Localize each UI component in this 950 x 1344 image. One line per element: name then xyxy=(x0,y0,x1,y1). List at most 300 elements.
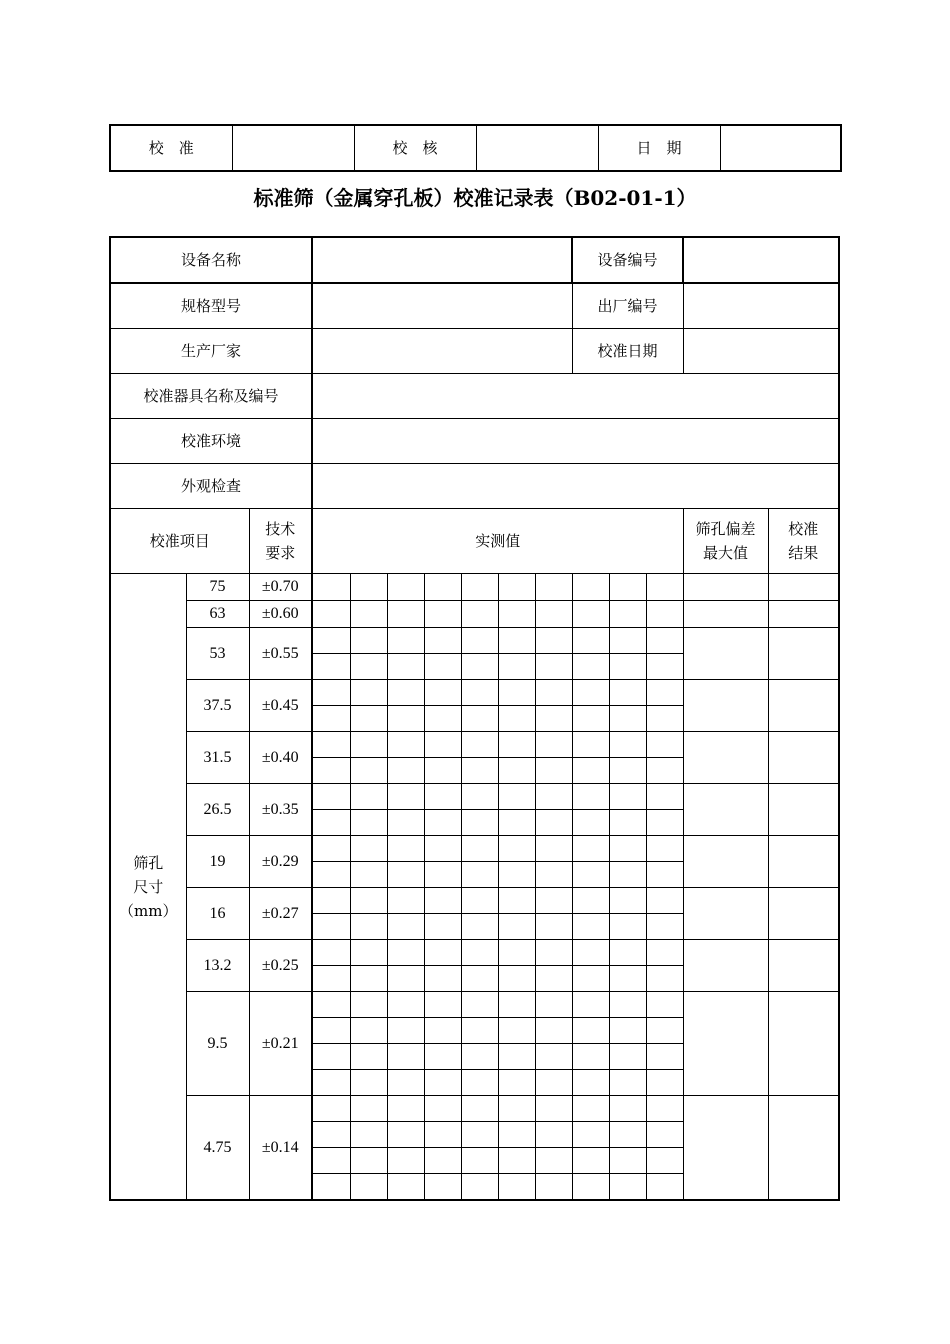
measured-value-cell[interactable] xyxy=(424,758,461,784)
measured-value-cell[interactable] xyxy=(350,680,387,706)
measured-value-cell[interactable] xyxy=(312,601,350,628)
measured-value-cell[interactable] xyxy=(646,601,683,628)
measured-value-cell[interactable] xyxy=(424,654,461,680)
measured-value-cell[interactable] xyxy=(572,966,609,992)
measured-value-cell[interactable] xyxy=(609,1018,646,1044)
measured-value-cell[interactable] xyxy=(609,1174,646,1201)
measured-value-cell[interactable] xyxy=(535,836,572,862)
measured-value-cell[interactable] xyxy=(572,1122,609,1148)
environment-field[interactable] xyxy=(312,419,839,464)
measured-value-cell[interactable] xyxy=(350,1070,387,1096)
measured-value-cell[interactable] xyxy=(424,810,461,836)
measured-value-cell[interactable] xyxy=(646,992,683,1018)
measured-value-cell[interactable] xyxy=(312,654,350,680)
measured-value-cell[interactable] xyxy=(498,810,535,836)
measured-value-cell[interactable] xyxy=(424,992,461,1018)
measured-value-cell[interactable] xyxy=(646,732,683,758)
measured-value-cell[interactable] xyxy=(424,628,461,654)
measured-value-cell[interactable] xyxy=(387,862,424,888)
measured-value-cell[interactable] xyxy=(609,1148,646,1174)
measured-value-cell[interactable] xyxy=(424,601,461,628)
measured-value-cell[interactable] xyxy=(424,680,461,706)
factory-number-label: 出厂编号 xyxy=(572,283,683,329)
measured-value-cell[interactable] xyxy=(350,1044,387,1070)
max-deviation-cell[interactable] xyxy=(683,1096,768,1201)
measured-value-cell[interactable] xyxy=(350,574,387,601)
measured-value-cell[interactable] xyxy=(424,1096,461,1122)
measured-value-cell[interactable] xyxy=(498,1070,535,1096)
measured-value-cell[interactable] xyxy=(646,940,683,966)
measured-value-cell[interactable] xyxy=(387,1174,424,1201)
measured-value-cell[interactable] xyxy=(312,914,350,940)
measured-value-cell[interactable] xyxy=(572,940,609,966)
measured-value-cell[interactable] xyxy=(646,966,683,992)
measured-value-cell[interactable] xyxy=(572,628,609,654)
measured-value-cell[interactable] xyxy=(498,1148,535,1174)
measured-value-cell[interactable] xyxy=(461,601,498,628)
measured-value-cell[interactable] xyxy=(350,888,387,914)
measured-value-cell[interactable] xyxy=(498,1122,535,1148)
measured-value-cell[interactable] xyxy=(535,706,572,732)
aperture-size-group-label-line1: 筛孔 xyxy=(133,853,164,872)
measured-value-cell[interactable] xyxy=(535,966,572,992)
measured-value-cell[interactable] xyxy=(350,862,387,888)
measured-value-cell[interactable] xyxy=(535,888,572,914)
measured-value-cell[interactable] xyxy=(498,654,535,680)
measured-value-cell[interactable] xyxy=(572,914,609,940)
measured-value-cell[interactable] xyxy=(424,1018,461,1044)
measured-value-cell[interactable] xyxy=(609,574,646,601)
measured-value-cell[interactable] xyxy=(535,862,572,888)
measured-value-cell[interactable] xyxy=(387,1044,424,1070)
measured-value-cell[interactable] xyxy=(572,1096,609,1122)
measured-value-cell[interactable] xyxy=(535,680,572,706)
measured-value-cell[interactable] xyxy=(424,966,461,992)
measured-value-cell[interactable] xyxy=(312,680,350,706)
measured-value-cell[interactable] xyxy=(535,1018,572,1044)
spec-model-field[interactable] xyxy=(312,283,572,329)
measured-value-cell[interactable] xyxy=(572,862,609,888)
measured-value-cell[interactable] xyxy=(646,654,683,680)
measured-value-cell[interactable] xyxy=(498,758,535,784)
measured-value-cell[interactable] xyxy=(609,914,646,940)
max-deviation-cell[interactable] xyxy=(683,601,768,628)
measured-value-cell[interactable] xyxy=(609,654,646,680)
measured-value-cell[interactable] xyxy=(646,810,683,836)
measured-value-cell[interactable] xyxy=(572,810,609,836)
measured-value-cell[interactable] xyxy=(461,940,498,966)
measured-value-cell[interactable] xyxy=(312,784,350,810)
measured-value-cell[interactable] xyxy=(646,574,683,601)
max-deviation-cell[interactable] xyxy=(683,940,768,992)
measured-value-cell[interactable] xyxy=(646,628,683,654)
measured-value-cell[interactable] xyxy=(535,784,572,810)
measured-value-cell[interactable] xyxy=(535,601,572,628)
measured-value-cell[interactable] xyxy=(424,940,461,966)
measured-value-cell[interactable] xyxy=(461,810,498,836)
measured-value-cell[interactable] xyxy=(387,836,424,862)
measured-value-cell[interactable] xyxy=(461,862,498,888)
measured-value-cell[interactable] xyxy=(387,940,424,966)
measured-value-cell[interactable] xyxy=(609,732,646,758)
measured-value-cell[interactable] xyxy=(424,1044,461,1070)
measured-value-cell[interactable] xyxy=(572,1018,609,1044)
measured-value-cell[interactable] xyxy=(609,601,646,628)
result-cell[interactable] xyxy=(768,574,839,601)
result-cell[interactable] xyxy=(768,1096,839,1201)
measured-value-cell[interactable] xyxy=(535,628,572,654)
measured-value-cell[interactable] xyxy=(424,914,461,940)
tech-req-header xyxy=(249,509,312,574)
measured-value-cell[interactable] xyxy=(461,914,498,940)
measured-value-cell[interactable] xyxy=(535,1148,572,1174)
measured-value-cell[interactable] xyxy=(498,888,535,914)
measurement-row xyxy=(110,732,839,758)
measured-value-cell[interactable] xyxy=(498,940,535,966)
measured-value-cell[interactable] xyxy=(461,888,498,914)
measured-value-cell[interactable] xyxy=(350,628,387,654)
environment-label: 校准环境 xyxy=(110,419,312,464)
max-deviation-cell[interactable] xyxy=(683,784,768,836)
max-deviation-cell[interactable] xyxy=(683,680,768,732)
measured-value-cell[interactable] xyxy=(609,836,646,862)
measured-value-cell[interactable] xyxy=(424,1070,461,1096)
measured-value-cell[interactable] xyxy=(312,1148,350,1174)
max-deviation-cell[interactable] xyxy=(683,992,768,1096)
tolerance: ±0.70 xyxy=(249,574,312,601)
max-deviation-header-line1: 筛孔偏差 xyxy=(695,520,756,538)
measured-value-cell[interactable] xyxy=(424,574,461,601)
measured-value-cell[interactable] xyxy=(424,836,461,862)
measured-value-cell[interactable] xyxy=(572,888,609,914)
measured-value-cell[interactable] xyxy=(350,706,387,732)
measured-value-cell[interactable] xyxy=(572,1070,609,1096)
measured-value-cell[interactable] xyxy=(312,888,350,914)
measured-value-cell[interactable] xyxy=(312,966,350,992)
measured-value-cell[interactable] xyxy=(312,810,350,836)
measured-value-cell[interactable] xyxy=(350,758,387,784)
measured-value-cell[interactable] xyxy=(498,1018,535,1044)
measured-value-cell[interactable] xyxy=(312,706,350,732)
measured-value-cell[interactable] xyxy=(461,1018,498,1044)
result-cell[interactable] xyxy=(768,732,839,784)
measured-value-cell[interactable] xyxy=(609,1070,646,1096)
measured-value-cell[interactable] xyxy=(424,1148,461,1174)
measured-value-cell[interactable] xyxy=(424,732,461,758)
measured-value-cell[interactable] xyxy=(350,966,387,992)
measured-value-cell[interactable] xyxy=(312,1044,350,1070)
measured-value-cell[interactable] xyxy=(312,940,350,966)
measured-value-cell[interactable] xyxy=(350,1148,387,1174)
measured-value-cell[interactable] xyxy=(646,1122,683,1148)
tolerance: ±0.21 xyxy=(249,992,312,1096)
max-deviation-cell[interactable] xyxy=(683,574,768,601)
measured-value-cell[interactable] xyxy=(572,758,609,784)
measured-value-cell[interactable] xyxy=(350,1096,387,1122)
measured-value-cell[interactable] xyxy=(646,836,683,862)
measured-value-cell[interactable] xyxy=(312,574,350,601)
measured-value-cell[interactable] xyxy=(572,706,609,732)
measured-value-cell[interactable] xyxy=(498,732,535,758)
result-cell[interactable] xyxy=(768,680,839,732)
measured-value-cell[interactable] xyxy=(498,706,535,732)
max-deviation-cell[interactable] xyxy=(683,836,768,888)
measured-value-cell[interactable] xyxy=(424,784,461,810)
measured-value-cell[interactable] xyxy=(387,601,424,628)
measured-value-cell[interactable] xyxy=(646,706,683,732)
measured-value-cell[interactable] xyxy=(312,732,350,758)
measured-value-cell[interactable] xyxy=(535,732,572,758)
measured-value-cell[interactable] xyxy=(461,1122,498,1148)
appearance-field[interactable] xyxy=(312,464,839,509)
instrument-field[interactable] xyxy=(312,374,839,419)
manufacturer-field[interactable] xyxy=(312,329,572,374)
measured-value-cell[interactable] xyxy=(312,628,350,654)
measured-value-cell[interactable] xyxy=(312,1122,350,1148)
measured-value-cell[interactable] xyxy=(387,1018,424,1044)
measured-value-cell[interactable] xyxy=(424,1174,461,1201)
result-cell[interactable] xyxy=(768,940,839,992)
measured-value-cell[interactable] xyxy=(312,862,350,888)
measured-value-cell[interactable] xyxy=(312,992,350,1018)
measured-value-cell[interactable] xyxy=(572,601,609,628)
measured-value-cell[interactable] xyxy=(535,940,572,966)
measured-value-cell[interactable] xyxy=(609,628,646,654)
measured-value-cell[interactable] xyxy=(387,706,424,732)
measured-value-cell[interactable] xyxy=(498,862,535,888)
measured-value-cell[interactable] xyxy=(461,836,498,862)
measured-value-cell[interactable] xyxy=(572,992,609,1018)
measured-value-cell[interactable] xyxy=(350,940,387,966)
measured-value-cell[interactable] xyxy=(609,992,646,1018)
measured-value-cell[interactable] xyxy=(461,1096,498,1122)
measured-value-cell[interactable] xyxy=(387,992,424,1018)
result-cell[interactable] xyxy=(768,628,839,680)
measured-value-cell[interactable] xyxy=(609,940,646,966)
result-cell[interactable] xyxy=(768,784,839,836)
measured-value-cell[interactable] xyxy=(350,732,387,758)
measured-value-cell[interactable] xyxy=(572,1148,609,1174)
measured-value-cell[interactable] xyxy=(498,914,535,940)
tolerance: ±0.45 xyxy=(249,680,312,732)
factory-number-field[interactable] xyxy=(683,283,839,329)
measured-value-cell[interactable] xyxy=(387,1096,424,1122)
measured-value-cell[interactable] xyxy=(609,810,646,836)
aperture-size: 13.2 xyxy=(186,940,249,992)
measured-value-cell[interactable] xyxy=(498,992,535,1018)
device-name-field[interactable] xyxy=(312,237,572,283)
measured-value-cell[interactable] xyxy=(312,1096,350,1122)
measured-value-cell[interactable] xyxy=(312,836,350,862)
measured-value-cell[interactable] xyxy=(609,758,646,784)
measured-value-cell[interactable] xyxy=(387,680,424,706)
measured-value-cell[interactable] xyxy=(350,836,387,862)
measured-value-cell[interactable] xyxy=(498,1096,535,1122)
measured-value-cell[interactable] xyxy=(387,654,424,680)
measured-value-cell[interactable] xyxy=(646,1070,683,1096)
measured-header: 实测值 xyxy=(312,509,683,574)
measured-value-cell[interactable] xyxy=(498,628,535,654)
measured-value-cell[interactable] xyxy=(387,784,424,810)
result-cell[interactable] xyxy=(768,888,839,940)
measured-value-cell[interactable] xyxy=(387,628,424,654)
measured-value-cell[interactable] xyxy=(387,1148,424,1174)
measured-value-cell[interactable] xyxy=(312,758,350,784)
measured-value-cell[interactable] xyxy=(535,654,572,680)
max-deviation-cell[interactable] xyxy=(683,628,768,680)
measured-value-cell[interactable] xyxy=(646,914,683,940)
measured-value-cell[interactable] xyxy=(350,784,387,810)
measured-value-cell[interactable] xyxy=(424,888,461,914)
measured-value-cell[interactable] xyxy=(609,706,646,732)
measured-value-cell[interactable] xyxy=(535,758,572,784)
measured-value-cell[interactable] xyxy=(312,1018,350,1044)
measured-value-cell[interactable] xyxy=(350,1018,387,1044)
measured-value-cell[interactable] xyxy=(424,706,461,732)
measured-value-cell[interactable] xyxy=(424,862,461,888)
measured-value-cell[interactable] xyxy=(572,784,609,810)
measured-value-cell[interactable] xyxy=(646,862,683,888)
measured-value-cell[interactable] xyxy=(350,992,387,1018)
device-name-label: 设备名称 xyxy=(110,237,312,283)
aperture-size: 16 xyxy=(186,888,249,940)
measured-value-cell[interactable] xyxy=(312,1174,350,1201)
measured-value-cell[interactable] xyxy=(461,1148,498,1174)
measured-value-cell[interactable] xyxy=(535,1070,572,1096)
measured-value-cell[interactable] xyxy=(535,574,572,601)
measured-value-cell[interactable] xyxy=(572,680,609,706)
measured-value-cell[interactable] xyxy=(535,992,572,1018)
measured-value-cell[interactable] xyxy=(646,680,683,706)
measured-value-cell[interactable] xyxy=(387,914,424,940)
measured-value-cell[interactable] xyxy=(387,574,424,601)
tech-req-header-line1: 技术 xyxy=(265,520,296,538)
measured-value-cell[interactable] xyxy=(461,1174,498,1201)
spec-model-label: 规格型号 xyxy=(110,283,312,329)
measured-value-cell[interactable] xyxy=(350,1174,387,1201)
calibrate-field[interactable] xyxy=(232,125,354,171)
measured-value-cell[interactable] xyxy=(350,601,387,628)
signoff-table xyxy=(109,124,842,172)
measured-value-cell[interactable] xyxy=(461,992,498,1018)
measured-value-cell[interactable] xyxy=(461,654,498,680)
measured-value-cell[interactable] xyxy=(387,888,424,914)
measured-value-cell[interactable] xyxy=(535,1174,572,1201)
measured-value-cell[interactable] xyxy=(498,601,535,628)
measured-value-cell[interactable] xyxy=(609,1044,646,1070)
measured-value-cell[interactable] xyxy=(646,784,683,810)
measured-value-cell[interactable] xyxy=(535,1122,572,1148)
measured-value-cell[interactable] xyxy=(498,1174,535,1201)
measured-value-cell[interactable] xyxy=(387,1070,424,1096)
measured-value-cell[interactable] xyxy=(461,574,498,601)
measured-value-cell[interactable] xyxy=(572,836,609,862)
check-field[interactable] xyxy=(476,125,598,171)
aperture-size: 37.5 xyxy=(186,680,249,732)
measured-value-cell[interactable] xyxy=(498,574,535,601)
aperture-size: 26.5 xyxy=(186,784,249,836)
measured-value-cell[interactable] xyxy=(609,784,646,810)
measured-value-cell[interactable] xyxy=(350,810,387,836)
max-deviation-cell[interactable] xyxy=(683,888,768,940)
measured-value-cell[interactable] xyxy=(312,1070,350,1096)
measured-value-cell[interactable] xyxy=(646,1148,683,1174)
measured-value-cell[interactable] xyxy=(461,628,498,654)
max-deviation-cell[interactable] xyxy=(683,732,768,784)
date-field[interactable] xyxy=(720,125,841,171)
tolerance: ±0.55 xyxy=(249,628,312,680)
aperture-size-group-label xyxy=(110,574,186,1201)
measured-value-cell[interactable] xyxy=(572,574,609,601)
measured-value-cell[interactable] xyxy=(609,680,646,706)
measured-value-cell[interactable] xyxy=(387,1122,424,1148)
measured-value-cell[interactable] xyxy=(461,1044,498,1070)
measured-value-cell[interactable] xyxy=(609,862,646,888)
measured-value-cell[interactable] xyxy=(461,680,498,706)
measured-value-cell[interactable] xyxy=(646,1174,683,1201)
measured-value-cell[interactable] xyxy=(646,758,683,784)
measured-value-cell[interactable] xyxy=(461,758,498,784)
result-cell[interactable] xyxy=(768,601,839,628)
measured-value-cell[interactable] xyxy=(609,966,646,992)
measured-value-cell[interactable] xyxy=(535,914,572,940)
instrument-label: 校准器具名称及编号 xyxy=(110,374,312,419)
measured-value-cell[interactable] xyxy=(646,1096,683,1122)
measured-value-cell[interactable] xyxy=(387,758,424,784)
measured-value-cell[interactable] xyxy=(572,1044,609,1070)
measured-value-cell[interactable] xyxy=(498,784,535,810)
measured-value-cell[interactable] xyxy=(646,888,683,914)
measured-value-cell[interactable] xyxy=(461,706,498,732)
calibration-date-field[interactable] xyxy=(683,329,839,374)
appearance-label: 外观检查 xyxy=(110,464,312,509)
measured-value-cell[interactable] xyxy=(461,732,498,758)
result-cell[interactable] xyxy=(768,836,839,888)
measured-value-cell[interactable] xyxy=(646,1044,683,1070)
measured-value-cell[interactable] xyxy=(535,810,572,836)
measured-value-cell[interactable] xyxy=(387,732,424,758)
result-cell[interactable] xyxy=(768,992,839,1096)
measured-value-cell[interactable] xyxy=(572,654,609,680)
measured-value-cell[interactable] xyxy=(609,888,646,914)
measured-value-cell[interactable] xyxy=(498,966,535,992)
measured-value-cell[interactable] xyxy=(498,680,535,706)
measured-value-cell[interactable] xyxy=(535,1044,572,1070)
measured-value-cell[interactable] xyxy=(461,784,498,810)
measured-value-cell[interactable] xyxy=(609,1096,646,1122)
measured-value-cell[interactable] xyxy=(572,1174,609,1201)
measured-value-cell[interactable] xyxy=(424,1122,461,1148)
measured-value-cell[interactable] xyxy=(350,1122,387,1148)
measured-value-cell[interactable] xyxy=(498,836,535,862)
document-title: 标准筛（金属穿孔板）校准记录表（B02-01-1） xyxy=(253,186,697,210)
measured-value-cell[interactable] xyxy=(350,654,387,680)
measured-value-cell[interactable] xyxy=(387,810,424,836)
measurement-row xyxy=(110,836,839,862)
measured-value-cell[interactable] xyxy=(461,966,498,992)
check-label: 校 核 xyxy=(354,125,476,171)
manufacturer-label: 生产厂家 xyxy=(110,329,312,374)
measured-value-cell[interactable] xyxy=(461,1070,498,1096)
measured-value-cell[interactable] xyxy=(387,966,424,992)
measured-value-cell[interactable] xyxy=(572,732,609,758)
device-number-field[interactable] xyxy=(683,237,839,283)
measured-value-cell[interactable] xyxy=(498,1044,535,1070)
measured-value-cell[interactable] xyxy=(350,914,387,940)
measured-value-cell[interactable] xyxy=(609,1122,646,1148)
measured-value-cell[interactable] xyxy=(535,1096,572,1122)
measured-value-cell[interactable] xyxy=(646,1018,683,1044)
